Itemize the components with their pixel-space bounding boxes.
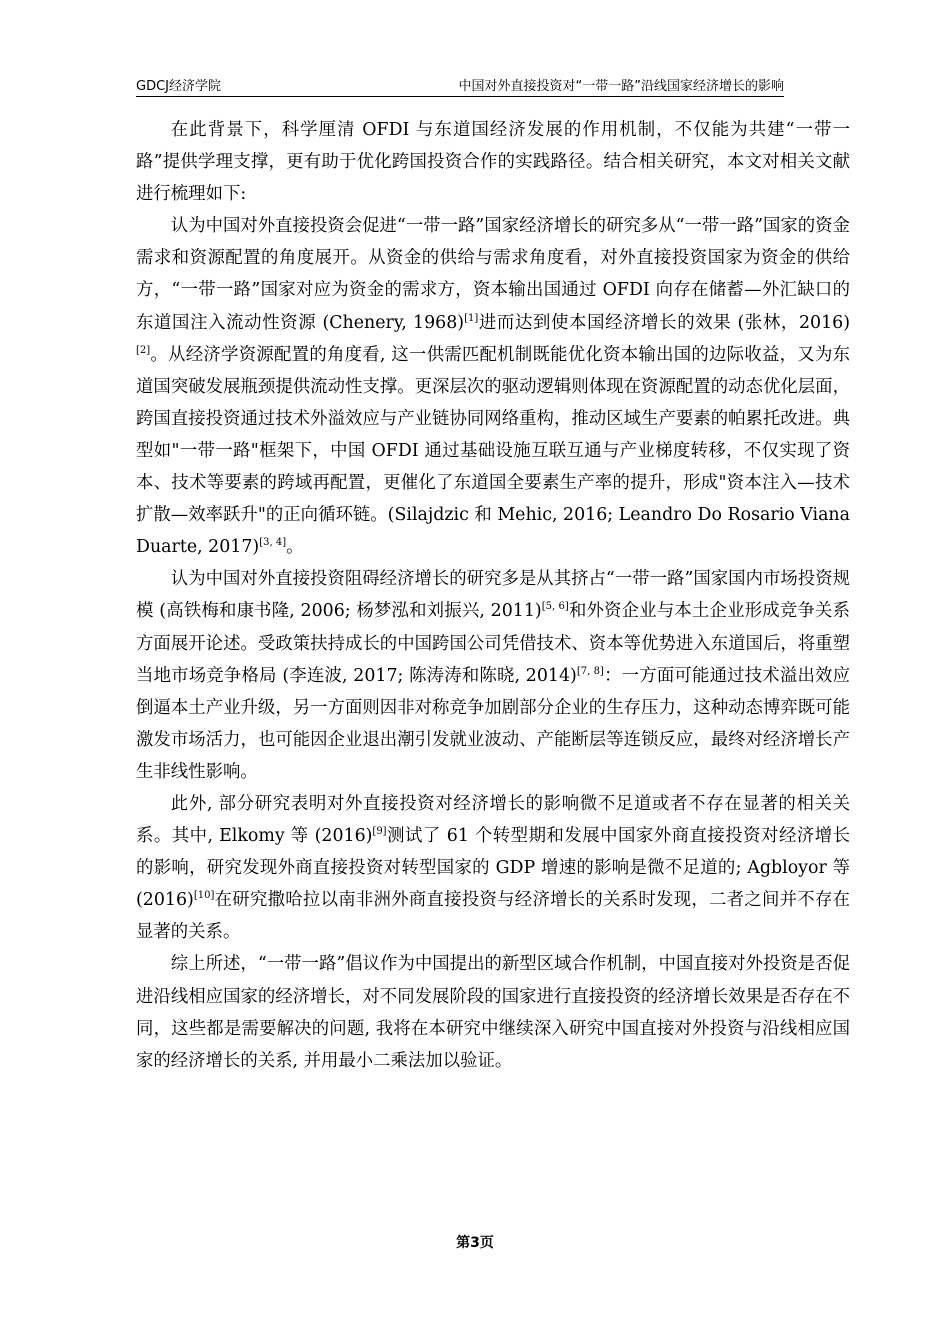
citation-ref: [9] <box>372 826 387 838</box>
paragraph-hinder-growth <box>136 563 850 788</box>
header-title: 中国对外直接投资对“一带一路”沿线国家经济增长的影响 <box>458 79 784 94</box>
citation-ref: [7, 8] <box>576 665 604 677</box>
paragraph-text: 综上所述，“一带一路”倡议作为中国提出的新型区域合作机制，中国直接对外投资是否促进沿线相应国家的经济增长，对不同发展阶段的国家进行直接投资的经济增长效果是否存在不同，这些都是需要解决的问题, 我将在本研究中继续深入研究中国直接对外投资与沿线相应国家的经济增长的关系, 并用最小二乘法加以验证。 <box>136 954 850 1071</box>
citation-ref: [2] <box>136 344 151 356</box>
paragraph-no-effect <box>136 788 850 948</box>
running-header <box>136 78 784 97</box>
citation-ref: [3, 4] <box>259 537 287 549</box>
paragraph-summary <box>136 948 850 1076</box>
paragraph-text: 。从经济学资源配置的角度看, 这一供需匹配机制既能优化资本输出国的边际收益，又为东道国突破发展瓶颈提供流动性支撑。更深层次的驱动逻辑则体现在资源配置的动态优化层面，跨国直接投资通过技术外溢效应与产业链协同网络重构，推动区域生产要素的帕累托改进。典型如"一带一路"框架下，中国 OFDI 通过基础设施互联互通与产业梯度转移，不仅实现了资本、技术等要素的跨域再配置，更催化了东道国全要素生产率的提升，形成"资本注入—技术扩散—效率跃升"的正向循环链。(Silajdzic 和 Mehic, 2016; Leandro Do Rosario Viana Duarte, 2017) <box>136 344 850 558</box>
citation-ref: [5, 6] <box>541 601 569 613</box>
paragraph-text: 认为中国对外直接投资会促进“一带一路”国家经济增长的研究多从“一带一路”国家的资金需求和资源配置的角度展开。从资金的供给与需求角度看，对外直接投资国家为资金的供给方，“一带一路”国家对应为资金的需求方，资本输出国通过 OFDI 向存在储蓄—外汇缺口的东道国注入流动性资源 (Chenery, 1968) <box>136 216 850 333</box>
citation-ref: [1] <box>464 312 479 324</box>
page-number: 第3页 <box>456 1235 494 1251</box>
paragraph-text: 和外资企业与本土企业形成竞争关系方面展开论述。受政策扶持成长的中国跨国公司凭借技术、资本等优势进入东道国后，将重塑当地市场竞争格局 (李连波, 2017; 陈涛涛和陈晓, 2014) <box>136 601 850 686</box>
paragraph-text: 。 <box>286 537 304 558</box>
paragraph-text: 进而达到使本国经济增长的效果 (张林，2016) <box>478 312 851 333</box>
header-institution: GDCJ经济学院 <box>136 79 221 94</box>
paragraph-promote-growth <box>136 210 850 563</box>
paragraph-text: 在研究撒哈拉以南非洲外商直接投资与经济增长的关系时发现，二者之间并不存在显著的关系。 <box>136 890 850 943</box>
paragraph-text: 测试了 61 个转型期和发展中国家外商直接投资对经济增长的影响，研究发现外商直接投资对转型国家的 GDP 增速的影响是微不足道的; Agbloyor 等 (2016) <box>136 826 850 911</box>
paragraph-text: ：一方面可能通过技术溢出效应倒逼本土产业升级，另一方面则因非对称竞争加剧部分企业的生存压力，这种动态博弈既可能激发市场活力，也可能因企业退出潮引发就业波动、产能断层等连锁反应，最终对经济增长产生非线性影响。 <box>136 665 850 782</box>
paragraph-text: 此外, 部分研究表明对外直接投资对经济增长的影响微不足道或者不存在显著的相关关系。其中, Elkomy 等 (2016) <box>136 793 850 847</box>
paragraph-background <box>136 114 850 210</box>
citation-ref: [10] <box>193 890 215 902</box>
paragraph-text: 在此背景下，科学厘清 OFDI 与东道国经济发展的作用机制，不仅能为共建“一带一路”提供学理支撑，更有助于优化跨国投资合作的实践路径。结合相关研究，本文对相关文献进行梳理如下: <box>136 120 850 205</box>
paragraph-text: 认为中国对外直接投资阻碍经济增长的研究多是从其挤占“一带一路”国家国内市场投资规模 (高铁梅和康书隆, 2006; 杨梦泓和刘振兴, 2011) <box>136 569 850 622</box>
body-text <box>136 114 850 1077</box>
